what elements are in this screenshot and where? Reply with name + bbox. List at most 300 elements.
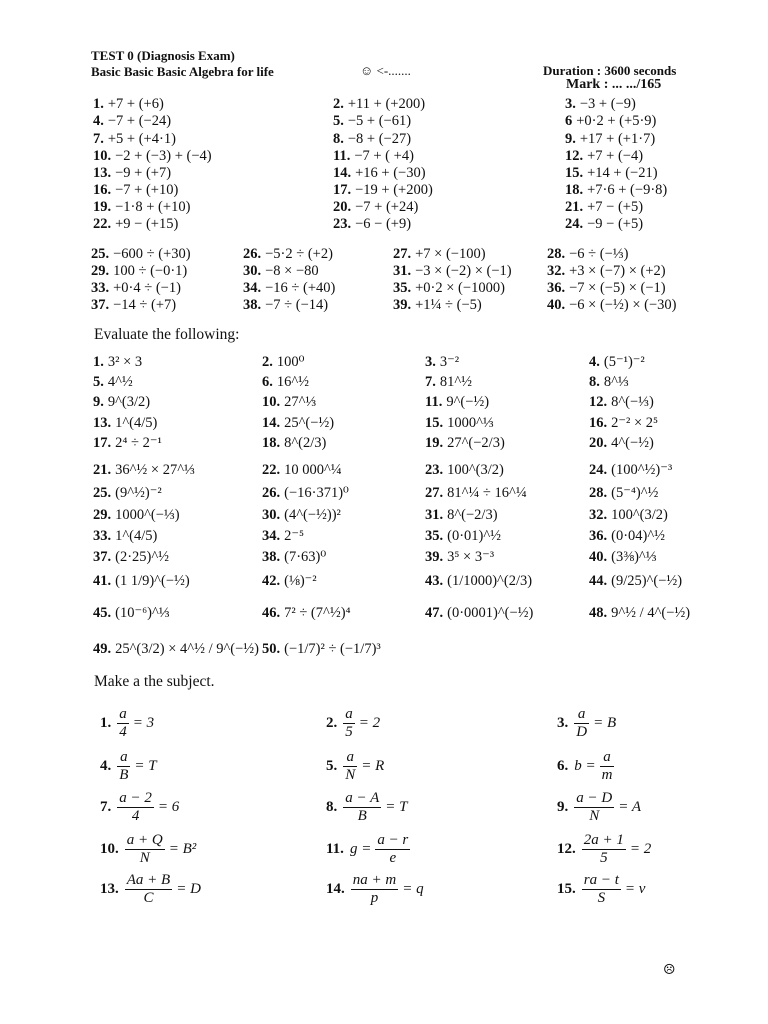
question-expression: 100⁰ [276,354,305,370]
question-expression: +3 × (−7) × (+2) [569,263,666,279]
question-expression: +0·2 × (−1000) [415,280,505,296]
question-expression: +9 − (+15) [115,216,179,232]
question-number: 19. [93,199,112,215]
fraction-numerator: Aa + B [126,872,171,888]
fraction-numerator: a + Q [126,832,163,848]
multiplication-row [0,279,768,297]
question-number: 30. [262,507,281,523]
fraction [117,790,154,825]
equation-rhs: = 6 [157,799,180,815]
addition-row [0,147,768,165]
equation-lhs: g = [349,841,372,857]
question-number: 35. [425,528,444,544]
question-number: 22. [93,216,112,232]
question-expression: +16 + (−30) [355,165,426,181]
multiplication-question [91,279,181,297]
evaluate-question [589,353,645,371]
question-number: 21. [93,462,112,478]
question-number: 36. [547,280,566,296]
question-expression: −7 + ( +4) [354,148,414,164]
evaluate-question [262,506,341,524]
evaluate-question [93,434,162,452]
addition-row [0,215,768,233]
question-expression: −600 ÷ (+30) [113,246,191,262]
fraction-denominator: 5 [345,724,353,740]
question-number: 9. [93,394,104,410]
question-number: 6. [262,374,273,390]
addition-row [0,130,768,148]
question-expression: +5 + (+4·1) [107,131,176,147]
question-number: 11. [425,394,443,410]
fraction-denominator: 4 [131,808,140,824]
question-number: 38. [243,297,262,313]
addition-question [333,164,426,182]
evaluate-question [93,640,259,658]
addition-row [0,112,768,130]
question-number: 29. [91,263,110,279]
evaluate-row [0,484,768,502]
make-subject-heading [94,673,215,691]
evaluate-question [262,461,342,479]
question-number: 9. [565,131,576,147]
subject-equation [557,832,651,867]
evaluate-question [589,548,657,566]
question-expression: (10⁻⁶)^⅓ [115,605,170,621]
evaluate-question [262,484,349,502]
equation-lhs: b = [574,758,596,774]
multiplication-question [393,296,482,314]
equation-rhs: = D [176,881,201,897]
fraction-denominator: B [119,767,129,783]
smiley-score-hint: ☺ <-....... [360,63,411,78]
subject-equation [326,749,384,784]
multiplication-question [547,279,666,297]
fraction [343,749,357,784]
question-expression: (1 1/9)^(−½) [115,573,190,589]
question-expression: 27^(−2/3) [447,435,505,451]
question-expression: −8 × −80 [265,263,319,279]
evaluate-question [93,484,162,502]
question-expression: +11 + (+200) [347,96,426,112]
fraction-denominator: N [139,850,150,866]
addition-question [93,112,171,130]
question-number: 37. [93,549,112,565]
evaluate-question [262,414,334,432]
question-number: 49. [93,641,112,657]
subject-equation [557,872,645,907]
question-number: 20. [589,435,608,451]
question-expression: −2 + (−3) + (−4) [115,148,212,164]
question-number: 12. [565,148,584,164]
fraction [117,749,130,784]
question-number: 20. [333,199,352,215]
question-expression: +1¼ ÷ (−5) [415,297,482,313]
sad-face-icon: ☹ [663,963,676,978]
fraction [582,832,626,867]
question-number: 2. [333,96,344,112]
question-expression: −3 × (−2) × (−1) [415,263,512,279]
question-number: 6 [565,113,573,129]
question-number: 11. [333,148,351,164]
question-expression: +7 − (+5) [587,199,644,215]
question-number: 23. [425,462,444,478]
question-number: 7. [93,131,104,147]
question-number: 2. [262,354,273,370]
multiplication-question [547,262,666,280]
question-number: 12. [557,841,576,857]
question-number: 34. [262,528,281,544]
equation-rhs: = A [618,799,641,815]
question-expression: (⅛)⁻² [284,573,317,589]
fraction-denominator: m [601,767,613,783]
evaluate-question [93,414,157,432]
fraction [125,832,165,867]
evaluate-question [262,572,317,590]
duration-label: Duration : 3600 seconds [543,63,677,78]
question-expression: −7 ÷ (−14) [265,297,329,313]
addition-question [93,95,164,113]
question-number: 23. [333,216,352,232]
question-expression: 2⁻² × 2⁵ [611,415,659,431]
fraction-numerator: a − D [576,790,613,806]
evaluate-question [425,461,504,479]
question-number: 26. [262,485,281,501]
evaluate-row [0,414,768,432]
equation-rhs: = q [402,881,424,897]
fraction-denominator: 5 [600,850,608,866]
question-number: 8. [326,799,338,815]
evaluate-question [262,434,326,452]
question-number: 46. [262,605,281,621]
evaluate-question [262,640,381,658]
evaluate-question [93,527,157,545]
question-number: 34. [243,280,262,296]
fraction-numerator: a [600,749,615,767]
subject-equation [100,790,179,825]
subject-equation [557,706,616,741]
evaluate-question [262,353,304,371]
question-expression: 25^(3/2) × 4^½ / 9^(−½) [115,641,260,657]
question-number: 14. [326,881,345,897]
subject-equation [100,872,201,907]
question-number: 1. [100,715,112,731]
addition-row [0,164,768,182]
question-number: 4. [93,113,104,129]
evaluate-question [425,393,489,411]
evaluate-question [425,527,501,545]
question-number: 18. [565,182,584,198]
question-expression: −9 + (+7) [115,165,172,181]
question-expression: +7 × (−100) [415,246,486,262]
fraction [375,832,410,867]
question-number: 24. [565,216,584,232]
evaluate-row [0,527,768,545]
question-number: 4. [100,758,112,774]
fraction-denominator: B [357,808,367,824]
subject-equation [100,706,154,741]
question-number: 40. [589,549,608,565]
addition-question [333,147,414,165]
question-number: 36. [589,528,608,544]
question-number: 1. [93,354,104,370]
question-number: 33. [91,280,110,296]
question-expression: 81^½ [439,374,473,390]
question-expression: (100^½)⁻³ [611,462,673,478]
evaluate-row [0,548,768,566]
fraction [351,872,398,907]
evaluate-question [589,414,658,432]
multiplication-question [243,296,328,314]
question-expression: 100^(3/2) [611,507,668,523]
evaluate-question [425,506,498,524]
question-number: 33. [93,528,112,544]
addition-question [333,198,418,216]
question-expression: 25^(−½) [284,415,335,431]
question-number: 43. [425,573,444,589]
fraction [600,749,615,784]
evaluate-row [0,353,768,371]
evaluate-question [93,604,170,622]
addition-question [93,181,178,199]
question-expression: 3⁵ × 3⁻³ [447,549,495,565]
multiplication-question [91,245,191,263]
question-number: 42. [262,573,281,589]
question-number: 19. [425,435,444,451]
question-expression: −7 + (−24) [107,113,172,129]
multiplication-question [243,262,319,280]
addition-row [0,198,768,216]
question-number: 11. [326,841,344,857]
fraction-denominator: e [389,850,397,866]
question-expression: −1·8 + (+10) [115,199,191,215]
question-expression: 8^⅓ [603,374,629,390]
evaluate-question [589,506,668,524]
evaluate-question [425,414,494,432]
question-expression: −19 + (+200) [355,182,433,198]
question-expression: 1000^⅓ [447,415,494,431]
question-number: 14. [333,165,352,181]
evaluate-question [93,548,169,566]
question-number: 4. [589,354,600,370]
equation-rhs: = B² [168,841,197,857]
question-expression: (2·25)^½ [115,549,170,565]
question-expression: 36^½ × 27^⅓ [115,462,195,478]
fraction [582,872,621,907]
question-expression: 4^(−½) [611,435,654,451]
question-number: 29. [93,507,112,523]
question-number: 45. [93,605,112,621]
addition-question [333,215,411,233]
multiplication-question [393,279,505,297]
question-expression: (5⁻¹)⁻² [603,354,645,370]
question-expression: 81^¼ ÷ 16^¼ [447,485,527,501]
fraction-denominator: D [576,724,588,740]
question-expression: −7 + (+10) [115,182,179,198]
question-number: 31. [393,263,412,279]
question-number: 25. [91,246,110,262]
multiplication-question [91,296,176,314]
fraction [574,790,614,825]
evaluate-row [0,640,768,658]
addition-question [93,147,212,165]
question-expression: +7 + (−4) [587,148,644,164]
fraction-numerator: na + m [352,872,397,888]
evaluate-question [589,373,629,391]
question-expression: 8^(−2/3) [447,507,498,523]
question-expression: +17 + (+1·7) [579,131,656,147]
question-expression: 2⁻⁵ [284,528,305,544]
evaluate-question [262,548,326,566]
question-expression: +7 + (+6) [107,96,164,112]
question-expression: −5 + (−61) [347,113,412,129]
question-number: 27. [425,485,444,501]
evaluate-row [0,604,768,622]
evaluate-question [262,604,351,622]
equation-rhs: = 2 [358,715,381,731]
question-expression: (−1/7)² ÷ (−1/7)³ [284,641,381,657]
question-expression: 7² ÷ (7^½)⁴ [284,605,351,621]
question-number: 16. [589,415,608,431]
addition-question [93,215,178,233]
multiplication-question [547,296,676,314]
addition-question [333,130,411,148]
subject-equation [326,872,424,907]
evaluate-row [0,373,768,391]
evaluate-question [425,604,533,622]
test-title: TEST 0 (Diagnosis Exam) [91,48,235,63]
question-number: 3. [565,96,576,112]
fraction-denominator: N [589,808,600,824]
subject-equation [326,832,410,867]
question-expression: −16 ÷ (+40) [265,280,336,296]
question-expression: (0·0001)^(−½) [447,605,534,621]
question-expression: 9^(−½) [446,394,490,410]
evaluate-question [589,572,682,590]
equation-rhs: = v [624,881,646,897]
fraction-numerator: a [345,706,353,722]
subject-equation [557,790,641,825]
equation-rhs: = T [134,758,157,774]
question-number: 12. [589,394,608,410]
mark-label: Mark : ... .../165 [566,77,662,92]
evaluate-row [0,393,768,411]
fraction-numerator: a − r [377,832,409,848]
addition-question [333,112,411,130]
question-number: 31. [425,507,444,523]
question-number: 32. [589,507,608,523]
question-expression: +0·4 ÷ (−1) [113,280,181,296]
multiplication-row [0,262,768,280]
question-number: 47. [425,605,444,621]
question-number: 13. [100,881,119,897]
addition-question [565,147,643,165]
multiplication-row [0,245,768,263]
evaluate-row [0,572,768,590]
evaluate-question [589,604,690,622]
question-expression: 27^⅓ [284,394,317,410]
evaluate-question [425,434,505,452]
addition-question [565,198,643,216]
fraction-numerator: 2a + 1 [583,832,624,848]
equation-rhs: = R [361,758,385,774]
question-number: 40. [547,297,566,313]
question-expression: 4^½ [107,374,133,390]
question-number: 32. [547,263,566,279]
question-number: 22. [262,462,281,478]
multiplication-question [393,245,486,263]
question-expression: −9 − (+5) [587,216,644,232]
question-expression: (5⁻⁴)^½ [611,485,659,501]
fraction [343,706,355,741]
subject-equation [557,749,614,784]
question-number: 5. [93,374,104,390]
question-expression: 9^(3/2) [107,394,151,410]
question-number: 8. [333,131,344,147]
addition-row [0,181,768,199]
fraction-numerator: ra − t [583,872,619,888]
fraction-numerator: a [343,749,357,767]
evaluate-question [589,461,672,479]
question-number: 10. [93,148,112,164]
question-number: 17. [93,435,112,451]
addition-question [93,198,190,216]
question-expression: 1^(4/5) [115,415,158,431]
question-number: 44. [589,573,608,589]
fraction-denominator: C [143,890,154,906]
evaluate-question [93,393,150,411]
equation-rhs: = 3 [132,715,155,731]
evaluate-question [425,484,527,502]
evaluate-question [589,484,658,502]
question-expression: −7 × (−5) × (−1) [569,280,666,296]
fraction-denominator: 4 [119,724,127,740]
question-expression: −6 × (−½) × (−30) [569,297,677,313]
question-expression: 8^(2/3) [284,435,327,451]
evaluate-question [425,373,472,391]
question-expression: +0·2 + (+5·9) [576,113,657,129]
multiplication-row [0,296,768,314]
question-expression: +7·6 + (−9·8) [587,182,668,198]
test-subtitle: Basic Basic Basic Algebra for life [91,64,274,79]
question-expression: 100 ÷ (−0·1) [113,263,188,279]
question-number: 27. [393,246,412,262]
addition-question [565,95,636,113]
evaluate-question [93,373,133,391]
fraction [343,790,381,825]
question-expression: (9/25)^(−½) [611,573,683,589]
question-expression: 10 000^¼ [284,462,342,478]
subject-equation [326,706,380,741]
addition-question [565,181,667,199]
equation-rhs: = 2 [629,841,652,857]
question-number: 35. [393,280,412,296]
question-number: 5. [326,758,338,774]
question-number: 10. [100,841,119,857]
evaluate-question [262,527,304,545]
question-number: 50. [262,641,281,657]
question-number: 28. [547,246,566,262]
question-expression: −14 ÷ (+7) [113,297,177,313]
question-number: 10. [262,394,281,410]
question-number: 48. [589,605,608,621]
question-expression: (0·04)^½ [611,528,666,544]
question-expression: (9^½)⁻² [115,485,162,501]
question-number: 14. [262,415,281,431]
question-expression: −6 ÷ (−⅓) [569,246,629,262]
question-number: 15. [565,165,584,181]
addition-question [333,95,425,113]
multiplication-question [243,245,333,263]
